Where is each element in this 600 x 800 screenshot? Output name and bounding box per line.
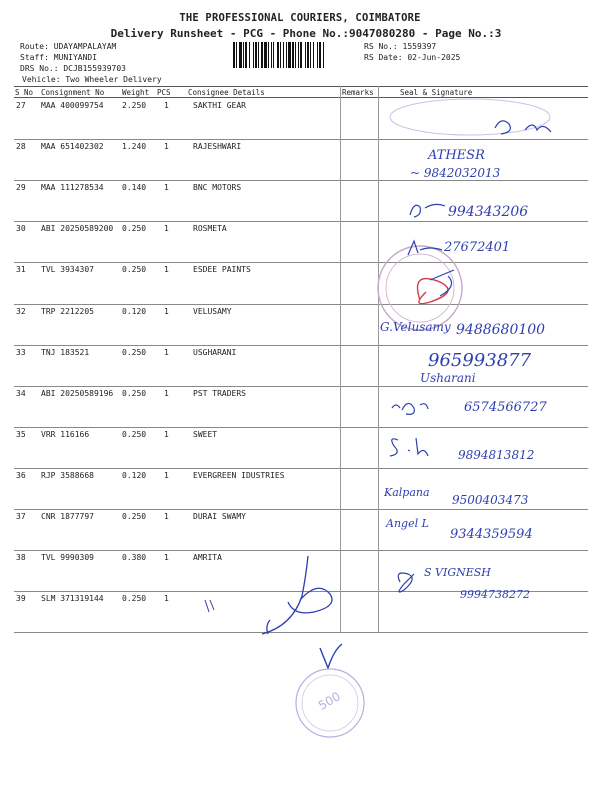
table-top-rule bbox=[14, 86, 588, 87]
handwritten-phone-row35: 9894813812 bbox=[458, 448, 535, 462]
row-pcs: 1 bbox=[164, 470, 169, 480]
barcode-bar bbox=[323, 42, 324, 68]
barcode-bar bbox=[307, 42, 309, 68]
handwritten-phone-row36: 9500403473 bbox=[452, 493, 529, 507]
row-pcs: 1 bbox=[164, 388, 169, 398]
row-sno: 33 bbox=[16, 347, 26, 357]
row-pcs: 1 bbox=[164, 224, 169, 234]
handwritten-phone-row30: 27672401 bbox=[444, 240, 511, 255]
barcode-bar bbox=[255, 42, 257, 68]
row-pcs: 1 bbox=[164, 512, 169, 521]
row-consignment-no: ABI 20250589200 bbox=[41, 224, 114, 234]
row-consignment-no: TNJ 183521 bbox=[41, 347, 90, 357]
barcode-bar bbox=[288, 42, 291, 68]
barcode-bar bbox=[268, 42, 269, 68]
row-consignment-no: TVL 3934307 bbox=[41, 265, 94, 275]
row-separator bbox=[14, 180, 588, 181]
barcode-bar bbox=[261, 42, 263, 68]
row-weight: 0.250 bbox=[122, 594, 147, 604]
row-pcs: 1 bbox=[164, 553, 169, 563]
row-consignee: SWEET bbox=[193, 429, 218, 439]
barcode-bar bbox=[313, 42, 314, 68]
row-pcs: 1 bbox=[164, 594, 169, 604]
barcode-bar bbox=[271, 42, 272, 68]
row-consignee: DURAI SWAMY bbox=[193, 512, 246, 521]
row-consignee: EVERGREEN IDUSTRIES bbox=[193, 470, 285, 480]
row-consignment-no: MAA 111278534 bbox=[41, 183, 104, 193]
row-pcs: 1 bbox=[164, 347, 169, 357]
row-sno: 31 bbox=[16, 265, 26, 275]
col-consignee: Consignee Details bbox=[188, 88, 265, 97]
drs-label: DRS No.: DCJB155939703 bbox=[20, 64, 126, 73]
staff-label: Staff: MUNIYANDI bbox=[20, 53, 98, 62]
row-consignee: SAKTHI GEAR bbox=[193, 101, 246, 110]
barcode-bar bbox=[280, 42, 281, 68]
row-weight: 0.120 bbox=[122, 306, 147, 316]
handwritten-phone-row29: 994343206 bbox=[448, 204, 529, 220]
row-sno: 28 bbox=[16, 142, 26, 152]
row-sno: 35 bbox=[16, 429, 26, 439]
row-separator bbox=[14, 509, 588, 510]
row-separator bbox=[14, 427, 588, 428]
barcode-bar bbox=[239, 42, 242, 68]
row-separator bbox=[14, 632, 588, 633]
row-consignee: BNC MOTORS bbox=[193, 183, 242, 193]
row-consignment-no: VRR 116166 bbox=[41, 429, 90, 439]
row-sno: 37 bbox=[16, 512, 26, 521]
row-separator bbox=[14, 386, 588, 387]
row-consignee: PST TRADERS bbox=[193, 388, 246, 398]
vehicle-label: Vehicle: Two Wheeler Delivery bbox=[22, 75, 162, 84]
row-weight: 2.250 bbox=[122, 101, 147, 110]
handwritten-phone-row28: ~ 9842032013 bbox=[410, 166, 501, 180]
barcode-bar bbox=[264, 42, 267, 68]
stamp-text: 500 bbox=[316, 689, 343, 713]
handwritten-phone-row32: 9488680100 bbox=[456, 322, 546, 338]
col-consignment: Consignment No bbox=[41, 88, 105, 97]
handwritten-phone-row33: 965993877 bbox=[428, 350, 532, 371]
table-header-rule bbox=[14, 97, 588, 98]
col-weight: Weight bbox=[122, 88, 150, 97]
barcode-bar bbox=[319, 42, 321, 68]
barcode-bar bbox=[236, 42, 237, 68]
row-consignment-no: TRP 2212205 bbox=[41, 306, 94, 316]
row-consignment-no: SLM 371319144 bbox=[41, 594, 104, 604]
handwritten-name-row36: Kalpana bbox=[384, 486, 430, 499]
row-consignment-no: TVL 9990309 bbox=[41, 553, 94, 563]
row-consignment-no: MAA 651402302 bbox=[41, 142, 104, 152]
row-consignment-no: ABI 20250589196 bbox=[41, 388, 114, 398]
row-sno: 29 bbox=[16, 183, 26, 193]
barcode-bar bbox=[253, 42, 254, 68]
row-weight: 0.120 bbox=[122, 470, 147, 480]
barcode-bar bbox=[258, 42, 259, 68]
row-consignee: AMRITA bbox=[193, 553, 222, 563]
row-sno: 36 bbox=[16, 470, 26, 480]
handwritten-phone-row37: 9344359594 bbox=[450, 527, 533, 542]
row-weight: 0.250 bbox=[122, 224, 147, 234]
row-sno: 34 bbox=[16, 388, 26, 398]
rs-date: RS Date: 02-Jun-2025 bbox=[364, 53, 461, 62]
col-sno: S No bbox=[15, 88, 34, 97]
row-pcs: 1 bbox=[164, 306, 169, 316]
barcode-bar bbox=[277, 42, 279, 68]
remarks-column-divider bbox=[340, 86, 341, 632]
barcode-bar bbox=[298, 42, 299, 68]
barcode-bar bbox=[286, 42, 287, 68]
signature-column-divider bbox=[378, 86, 379, 632]
row-weight: 0.250 bbox=[122, 429, 147, 439]
rs-number: RS No.: 1559397 bbox=[364, 42, 437, 51]
col-seal-signature: Seal & Signature bbox=[400, 88, 473, 97]
handwritten-phone-row34: 6574566727 bbox=[464, 400, 547, 415]
row-weight: 0.250 bbox=[122, 265, 147, 275]
col-pcs: PCS bbox=[157, 88, 171, 97]
barcode-bar bbox=[300, 42, 302, 68]
barcode-bar bbox=[283, 42, 284, 68]
barcode-image bbox=[232, 42, 360, 68]
row-consignee: VELUSAMY bbox=[193, 306, 232, 316]
col-remarks: Remarks bbox=[342, 88, 374, 97]
handwritten-name-row37: Angel L bbox=[386, 517, 429, 530]
barcode-bar bbox=[310, 42, 311, 68]
row-sno: 32 bbox=[16, 306, 26, 316]
row-consignment-no: MAA 400099754 bbox=[41, 101, 104, 110]
handwritten-phone-row38: 9994738272 bbox=[460, 588, 530, 601]
row-sno: 27 bbox=[16, 101, 26, 110]
row-weight: 1.240 bbox=[122, 142, 147, 152]
runsheet-subtitle: Delivery Runsheet - PCG - Phone No.:9047080280 - Page No.:3 bbox=[110, 27, 502, 40]
row-weight: 0.250 bbox=[122, 347, 147, 357]
row-consignee: ROSMETA bbox=[193, 224, 227, 234]
row-consignee: RAJESHWARI bbox=[193, 142, 242, 152]
row-pcs: 1 bbox=[164, 183, 169, 193]
row-sno: 39 bbox=[16, 594, 26, 604]
row-consignee: ESDEE PAINTS bbox=[193, 265, 251, 275]
row-weight: 0.250 bbox=[122, 512, 147, 521]
barcode-bar bbox=[295, 42, 296, 68]
row-separator bbox=[14, 591, 588, 592]
barcode-bar bbox=[317, 42, 318, 68]
row-separator bbox=[14, 139, 588, 140]
barcode-bar bbox=[249, 42, 250, 68]
row-sno: 38 bbox=[16, 553, 26, 563]
barcode-bar bbox=[292, 42, 294, 68]
row-pcs: 1 bbox=[164, 101, 169, 110]
route-label: Route: UDAYAMPALAYAM bbox=[20, 42, 117, 51]
row-pcs: 1 bbox=[164, 265, 169, 275]
row-separator bbox=[14, 304, 588, 305]
row-consignee: USGHARANI bbox=[193, 347, 237, 357]
row-sno: 30 bbox=[16, 224, 26, 234]
row-separator bbox=[14, 262, 588, 263]
row-consignment-no: RJP 3588668 bbox=[41, 470, 94, 480]
handwritten-name-row38: S VIGNESH bbox=[424, 566, 491, 579]
barcode-bar bbox=[305, 42, 306, 68]
handwritten-name-row28: ATHESR bbox=[428, 148, 485, 163]
row-pcs: 1 bbox=[164, 429, 169, 439]
row-weight: 0.380 bbox=[122, 553, 147, 563]
handwritten-name-row33: Usharani bbox=[420, 371, 476, 385]
barcode-bar bbox=[245, 42, 247, 68]
barcode-bar bbox=[273, 42, 274, 68]
barcode-bar bbox=[233, 42, 235, 68]
barcode-bar bbox=[243, 42, 244, 68]
handwritten-name-row32: G.Velusamy bbox=[380, 320, 451, 334]
row-separator bbox=[14, 550, 588, 551]
row-weight: 0.140 bbox=[122, 183, 147, 193]
row-separator bbox=[14, 221, 588, 222]
row-separator bbox=[14, 468, 588, 469]
row-separator bbox=[14, 345, 588, 346]
row-consignment-no: CNR 1877797 bbox=[41, 512, 94, 521]
company-title: THE PROFESSIONAL COURIERS, COIMBATORE bbox=[179, 12, 421, 24]
row-weight: 0.250 bbox=[122, 388, 147, 398]
row-pcs: 1 bbox=[164, 142, 169, 152]
